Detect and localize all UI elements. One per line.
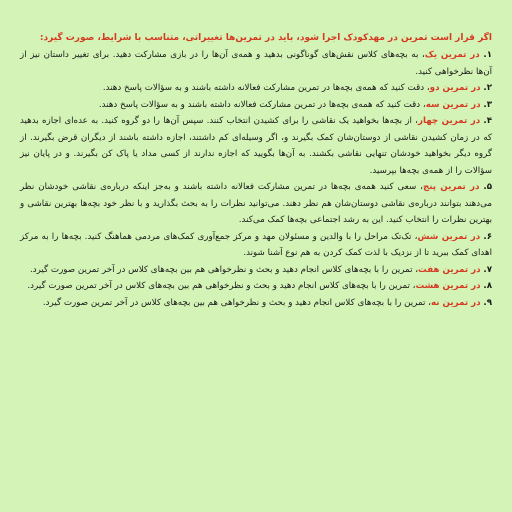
list-item [20,113,492,179]
list-item [20,295,492,312]
item-number: ۴. [483,116,493,126]
item-heading: در تمرین نه [430,297,481,308]
item-text: ، دقت کنید که همه‌ی بچه‌ها در تمرین مشارکت فعالانه داشته باشند و به سؤالات پاسخ دهند. [98,99,426,110]
item-text: ، به بچه‌های کلاس نقش‌های گوناگونی بدهید و همه‌ی آن‌ها را در بازی مشارکت دهید. برای تغییر داستان نیز از آن‌ها نظرخواهی کنید. [20,50,492,77]
item-text: ، تمرین را با بچه‌های کلاس انجام دهید و بحث و نظرخواهی هم بین بچه‌های کلاس در آخر تمرین صورت گیرد. [42,297,431,308]
item-text: ، تک‌تک مراحل را با والدین و مسئولان مهد و مرکز جمع‌آوری کمک‌های مردمی هماهنگ کنید. بچه‌ها را به مرکز اهدای کمک ببرید تا از نزدیک با لذت کمک کردن به هم نوع آشنا شوند. [20,231,492,258]
item-number: ۵. [483,182,493,192]
list-item [20,229,492,262]
item-heading: در تمرین سه [425,99,481,110]
item-heading: در تمرین شش [417,231,481,242]
list-item [20,179,492,229]
item-heading: در تمرین هفت [418,264,481,275]
item-number: ۶. [483,231,493,242]
list-item [20,80,492,97]
item-heading: در تمرین یک [424,50,480,60]
item-heading: در تمرین دو [429,83,481,93]
item-heading: در تمرین چهار [417,116,481,126]
item-number: ۲. [483,83,492,93]
item-text: ، دقت کنید که همه‌ی بچه‌ها در تمرین مشارکت فعالانه داشته باشند و به سؤالات پاسخ دهند. [102,83,430,93]
intro-text: اگر قرار است تمرین در مهدکودک اجرا شود، باید در تمرین‌ها تغییراتی، متناسب با شرایط، صورت گیرد: [39,33,492,43]
item-text: ، تمرین را با بچه‌های کلاس انجام دهید و بحث و نظرخواهی هم بین بچه‌های کلاس در آخر تمرین صورت گیرد. [29,264,419,275]
list-item [20,278,492,295]
list-item [20,97,492,114]
item-text: ، سعی کنید همه‌ی بچه‌ها در تمرین مشارکت فعالانه داشته باشند و به‌جز اینکه درباره‌ی نقاشی خودشان نظر می‌دهند بتوانند درباره‌ی نقاشی دوستان‌شان هم نظر دهند. می‌توانید نظرات را به بحث بگذارید و با نظر خود بچه‌ها بهترین نقاشی و بهترین نظرات را انتخاب کنید. این به رشد اجتماعی بچه‌ها کمک می‌کند. [20,182,492,225]
item-number: ۷. [483,264,492,275]
item-number: ۱. [483,50,492,60]
item-number: ۸. [483,281,492,291]
list-item [20,262,492,279]
item-number: ۹. [483,297,492,308]
item-text: ، تمرین را با بچه‌های کلاس انجام دهید و بحث و نظرخواهی هم بین بچه‌های کلاس در آخر تمرین صورت گیرد. [27,281,416,291]
item-text: ، از بچه‌ها بخواهید یک نقاشی را برای کشیدن انتخاب کنند. سپس آن‌ها را دو گروه کنید. به عده‌ای اجازه بدهید که در زمان کشیدن نقاشی از دوستان‌شان کمک بگیرند و، اگر وسیله‌ای کم داشتند، اجازه داشته باشند از دیگران قرض بگیرند. از گروه دیگر بخواهید خودشان تنهایی نقاشی بکشند. به آن‌ها بگویید که اجازه ندارند از کسی مداد یا پاک کن بگیرند. و در پایان نیز سؤالات را از همه‌ی بچه‌ها بپرسید. [20,116,492,176]
item-heading: در تمرین هشت [415,281,481,291]
list-item [20,47,492,80]
item-number: ۳. [483,99,492,110]
item-heading: در تمرین پنج [423,182,480,192]
